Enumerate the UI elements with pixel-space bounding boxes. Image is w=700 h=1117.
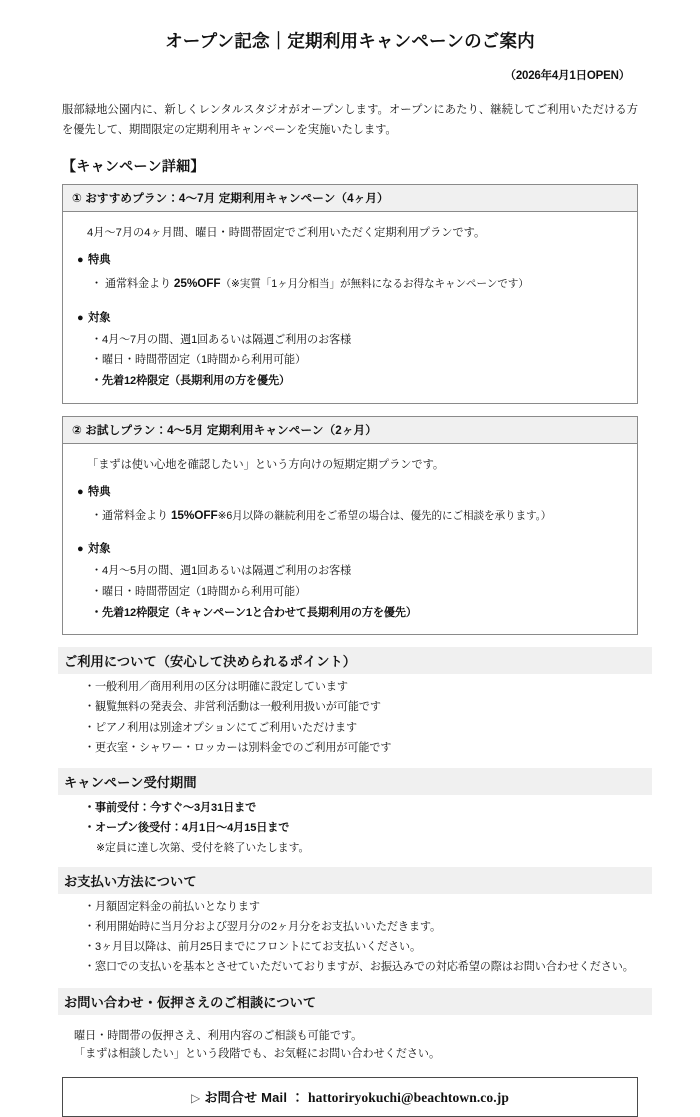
plan-2-benefit-title: ● 特典 bbox=[77, 485, 623, 501]
plan-2-target-item: ・曜日・時間帯固定（1時間から利用可能） bbox=[91, 585, 306, 598]
plan-1-header: ① おすすめプラン：4〜7月 定期利用キャンペーン（4ヶ月） bbox=[63, 185, 637, 212]
payment-item: ・窓口での支払いを基本とさせていただいておりますが、お振込みでの対応希望の際はお問い合わせください。 bbox=[84, 961, 634, 974]
plan-box-1 bbox=[62, 184, 638, 404]
filled-circle-icon: ● bbox=[77, 311, 84, 324]
plan-1-target-item: ・曜日・時間帯固定（1時間から利用可能） bbox=[91, 354, 306, 367]
reception-section-body bbox=[62, 795, 638, 858]
triangle-right-icon: ▷ bbox=[191, 1091, 201, 1106]
reception-section-heading: キャンペーン受付期間 bbox=[58, 768, 652, 795]
payment-item: ・3ヶ月目以降は、前月25日までにフロントにてお支払いください。 bbox=[84, 941, 422, 954]
usage-item: ・観覧無料の発表会、非営利活動は一般利用扱いが可能です bbox=[84, 701, 381, 714]
plan-box-2 bbox=[62, 416, 638, 636]
usage-item: ・更衣室・シャワー・ロッカーは別料金でのご利用が可能です bbox=[84, 741, 392, 754]
plan-1-benefit-item: ・ 通常料金より 25%OFF（※実質「1ヶ月分相当」が無料になるお得なキャンペーンです） bbox=[91, 276, 529, 291]
plan-2-body bbox=[63, 444, 637, 635]
filled-circle-icon: ● bbox=[77, 254, 84, 267]
inquiry-line-1: 曜日・時間帯の仮押さえ、利用内容のご相談も可能です。 bbox=[74, 1029, 363, 1042]
usage-section bbox=[62, 647, 638, 757]
contact-email-address[interactable]: hattoriryokuchi@beachtown.co.jp bbox=[308, 1090, 509, 1106]
open-date-label: （2026年4月1日OPEN） bbox=[504, 69, 630, 82]
payment-section bbox=[62, 867, 638, 977]
plan-2-header: ② お試しプラン：4〜5月 定期利用キャンペーン（2ヶ月） bbox=[63, 417, 637, 444]
inquiry-paragraph bbox=[74, 1027, 638, 1064]
plan-1-target-item: ・4月〜7月の間、週1回あるいは隔週ご利用のお客様 bbox=[91, 333, 352, 346]
plan-2-benefit-item: ・通常料金より 15%OFF※6月以降の継続利用をご希望の場合は、優先的にご相談を承ります。） bbox=[91, 507, 552, 522]
contact-mail-line bbox=[63, 1087, 637, 1106]
plan-1-benefit-title: ● 特典 bbox=[77, 253, 623, 269]
plan-2-target-title: ● 対象 bbox=[77, 542, 623, 558]
contact-mail-label: お問合せ Mail ： bbox=[204, 1090, 305, 1106]
campaign-detail-heading: 【キャンペーン詳細】 bbox=[62, 158, 205, 175]
usage-section-body bbox=[62, 674, 638, 757]
page-title: オープン記念｜定期利用キャンペーンのご案内 bbox=[165, 31, 535, 51]
payment-section-heading: お支払い方法について bbox=[58, 867, 652, 894]
reception-note: ※定員に達し次第、受付を終了いたします。 bbox=[96, 841, 310, 854]
inquiry-line-2: 「まずは相談したい」という段階でも、お気軽にお問い合わせください。 bbox=[74, 1047, 441, 1060]
usage-item: ・ピアノ利用は別途オプションにてご利用いただけます bbox=[84, 721, 357, 734]
plan-1-target-title: ● 対象 bbox=[77, 311, 623, 327]
plan-2-target-item: ・先着12枠限定（キャンペーン1と合わせて長期利用の方を優先） bbox=[91, 606, 417, 619]
plan-1-lead: 4月〜7月の4ヶ月間、曜日・時間帯固定でご利用いただく定期利用プランです。 bbox=[87, 227, 486, 240]
plan-1-target-item: ・先着12枠限定（長期利用の方を優先） bbox=[91, 375, 291, 388]
plan-2-lead: 「まずは使い心地を確認したい」という方向けの短期定期プランです。 bbox=[87, 458, 445, 471]
plan-1-body bbox=[63, 212, 637, 403]
usage-section-heading: ご利用について（安心して決められるポイント） bbox=[58, 647, 652, 674]
filled-circle-icon: ● bbox=[77, 543, 84, 556]
reception-item: ・オープン後受付：4月1日〜4月15日まで bbox=[84, 821, 290, 834]
reception-item: ・事前受付：今すぐ〜3月31日まで bbox=[84, 801, 257, 814]
usage-item: ・一般利用／商用利用の区分は明確に設定しています bbox=[84, 681, 348, 694]
inquiry-section-heading: お問い合わせ・仮押さえのご相談について bbox=[58, 988, 652, 1015]
contact-mail-box[interactable] bbox=[62, 1077, 638, 1117]
payment-section-body bbox=[62, 894, 638, 977]
payment-item: ・利用開始時に当月分および翌月分の2ヶ月分をお支払いいただきます。 bbox=[84, 921, 441, 934]
reception-section bbox=[62, 768, 638, 858]
plan-2-target-item: ・4月〜5月の間、週1回あるいは隔週ご利用のお客様 bbox=[91, 565, 352, 578]
inquiry-section bbox=[62, 988, 638, 1064]
document-page bbox=[0, 30, 700, 1106]
filled-circle-icon: ● bbox=[77, 485, 84, 498]
payment-item: ・月額固定料金の前払いとなります bbox=[84, 901, 260, 914]
intro-paragraph: 服部緑地公園内に、新しくレンタルスタジオがオープンします。オープンにあたり、継続してご利用いただける方を優先して、期間限定の定期利用キャンペーンを実施いたします。 bbox=[62, 103, 638, 136]
